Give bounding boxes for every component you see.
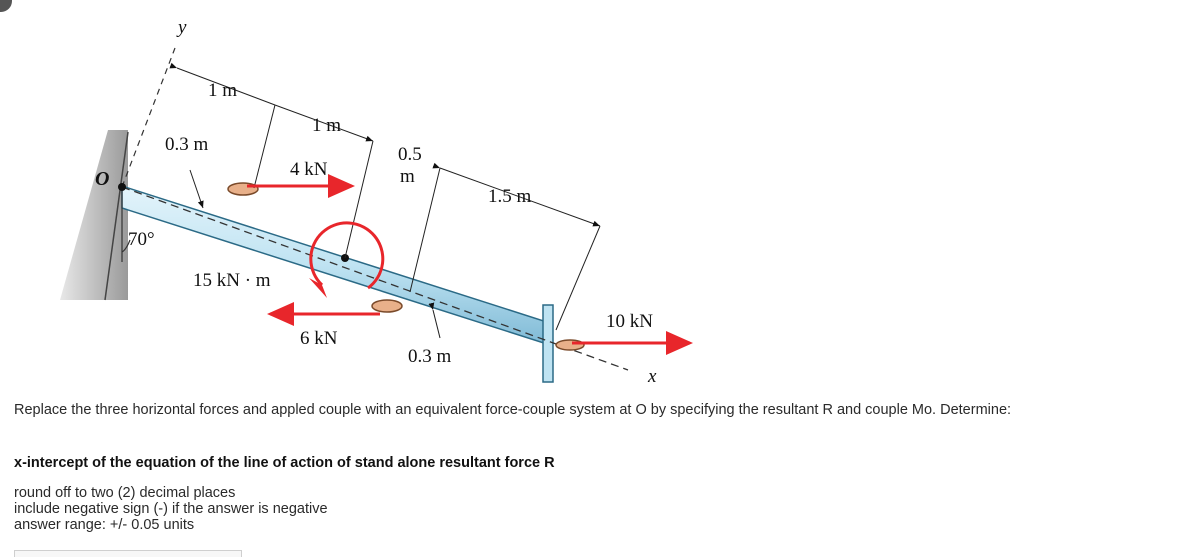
- beam-end-plate: [543, 305, 553, 382]
- dim-05-unit-label: m: [400, 166, 415, 187]
- instruction-sign: include negative sign (-) if the answer is negative: [14, 501, 328, 517]
- x-axis-label: x: [648, 366, 657, 387]
- dim-1m-a-label: 1 m: [208, 80, 238, 101]
- origin-point: [118, 183, 126, 191]
- dim-1m-b-label: 1 m: [312, 115, 342, 136]
- instruction-rounding: round off to two (2) decimal places: [14, 485, 236, 501]
- instructions: [14, 485, 1194, 533]
- force-10kN-label: 10 kN: [606, 311, 653, 332]
- beam-diagram: [0, 0, 720, 395]
- instruction-range: answer range: +/- 0.05 units: [14, 517, 195, 533]
- wall: [60, 130, 128, 300]
- dim-15-label: 1.5 m: [488, 186, 532, 207]
- y-axis-line: [122, 48, 175, 187]
- problem-statement: Replace the three horizontal forces and appled couple with an equivalent force-couple system at O by specifying the resultant R and couple Mo. Determine:: [14, 402, 1012, 418]
- couple-label: 15 kN · m: [193, 270, 271, 291]
- y-axis-label: y: [178, 17, 187, 38]
- lug-bottom: [372, 300, 402, 312]
- origin-label: O: [95, 168, 110, 190]
- dim-05-label: 0.5: [398, 144, 422, 165]
- dim-03-right-label: 0.3 m: [408, 346, 452, 367]
- question-text: x-intercept of the equation of the line of action of stand alone resultant force R: [14, 455, 555, 471]
- angle-label: 70°: [128, 229, 155, 250]
- force-4kN-label: 4 kN: [290, 159, 328, 180]
- force-6kN-label: 6 kN: [300, 328, 338, 349]
- dim-03-left-label: 0.3 m: [165, 134, 209, 155]
